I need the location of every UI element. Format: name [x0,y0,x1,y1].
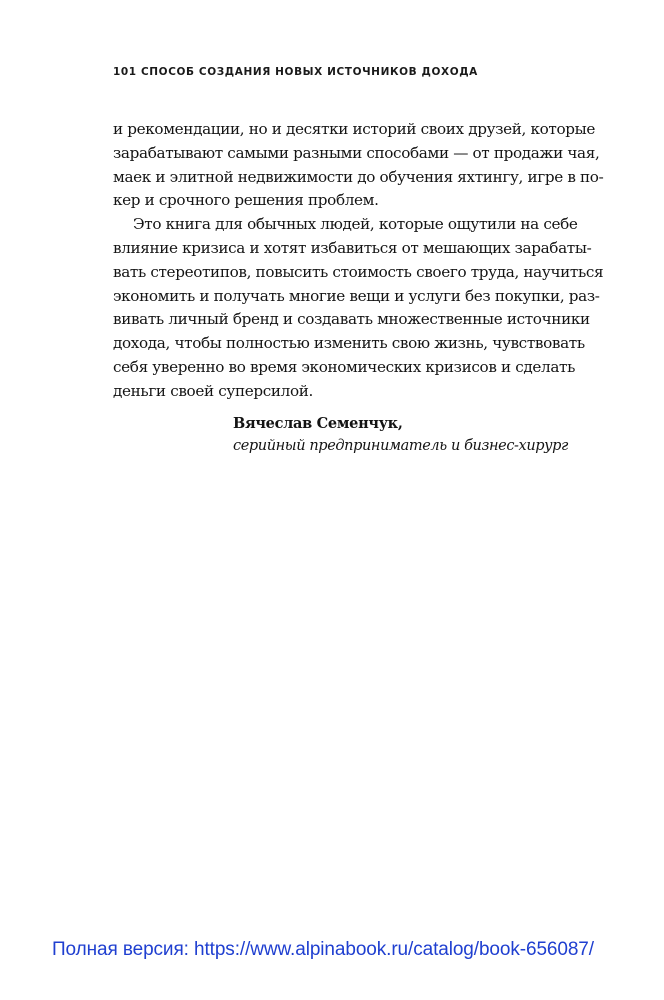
paragraph-2-line: Это книга для обычных людей, которые ощутили на себе [133,215,578,234]
signature-block [233,412,568,458]
paragraph-2-line: влияние кризиса и хотят избавиться от мешающих зарабаты- [113,238,592,257]
author-title: серийный предприниматель и бизнес-хирург [233,438,568,454]
paragraph-2-line: дохода, чтобы полностью изменить свою жизнь, чувствовать [113,334,585,353]
full-version-url: https://www.alpinabook.ru/catalog/book-656087/ [194,939,594,960]
author-name: Вячеслав Семенчук, [233,415,403,432]
paragraph-2-line: деньги своей суперсилой. [113,381,314,400]
running-header: 101 СПОСОБ СОЗДАНИЯ НОВЫХ ИСТОЧНИКОВ ДОХОДА [113,66,478,78]
paragraph-2-line: экономить и получать многие вещи и услуги без покупки, раз- [113,286,600,305]
paragraph-2-line: себя уверенно во время экономических кризисов и сделать [113,357,576,376]
paragraph-1-line: кер и срочного решения проблем. [113,191,379,210]
paragraph-1-line: зарабатывают самыми разными способами — от продажи чая, [113,143,600,162]
full-version-link[interactable] [52,939,594,961]
full-version-label: Полная версия: [52,939,189,960]
paragraph-1-line: маек и элитной недвижимости до обучения яхтингу, игре в по- [113,167,604,186]
paragraph-2-line: вать стереотипов, повысить стоимость своего труда, научиться [113,262,604,281]
paragraph-1-line: и рекомендации, но и десятки историй своих друзей, которые [113,120,596,138]
body-text [113,118,604,404]
paragraph-2-line: вивать личный бренд и создавать множественные источники [113,310,590,329]
